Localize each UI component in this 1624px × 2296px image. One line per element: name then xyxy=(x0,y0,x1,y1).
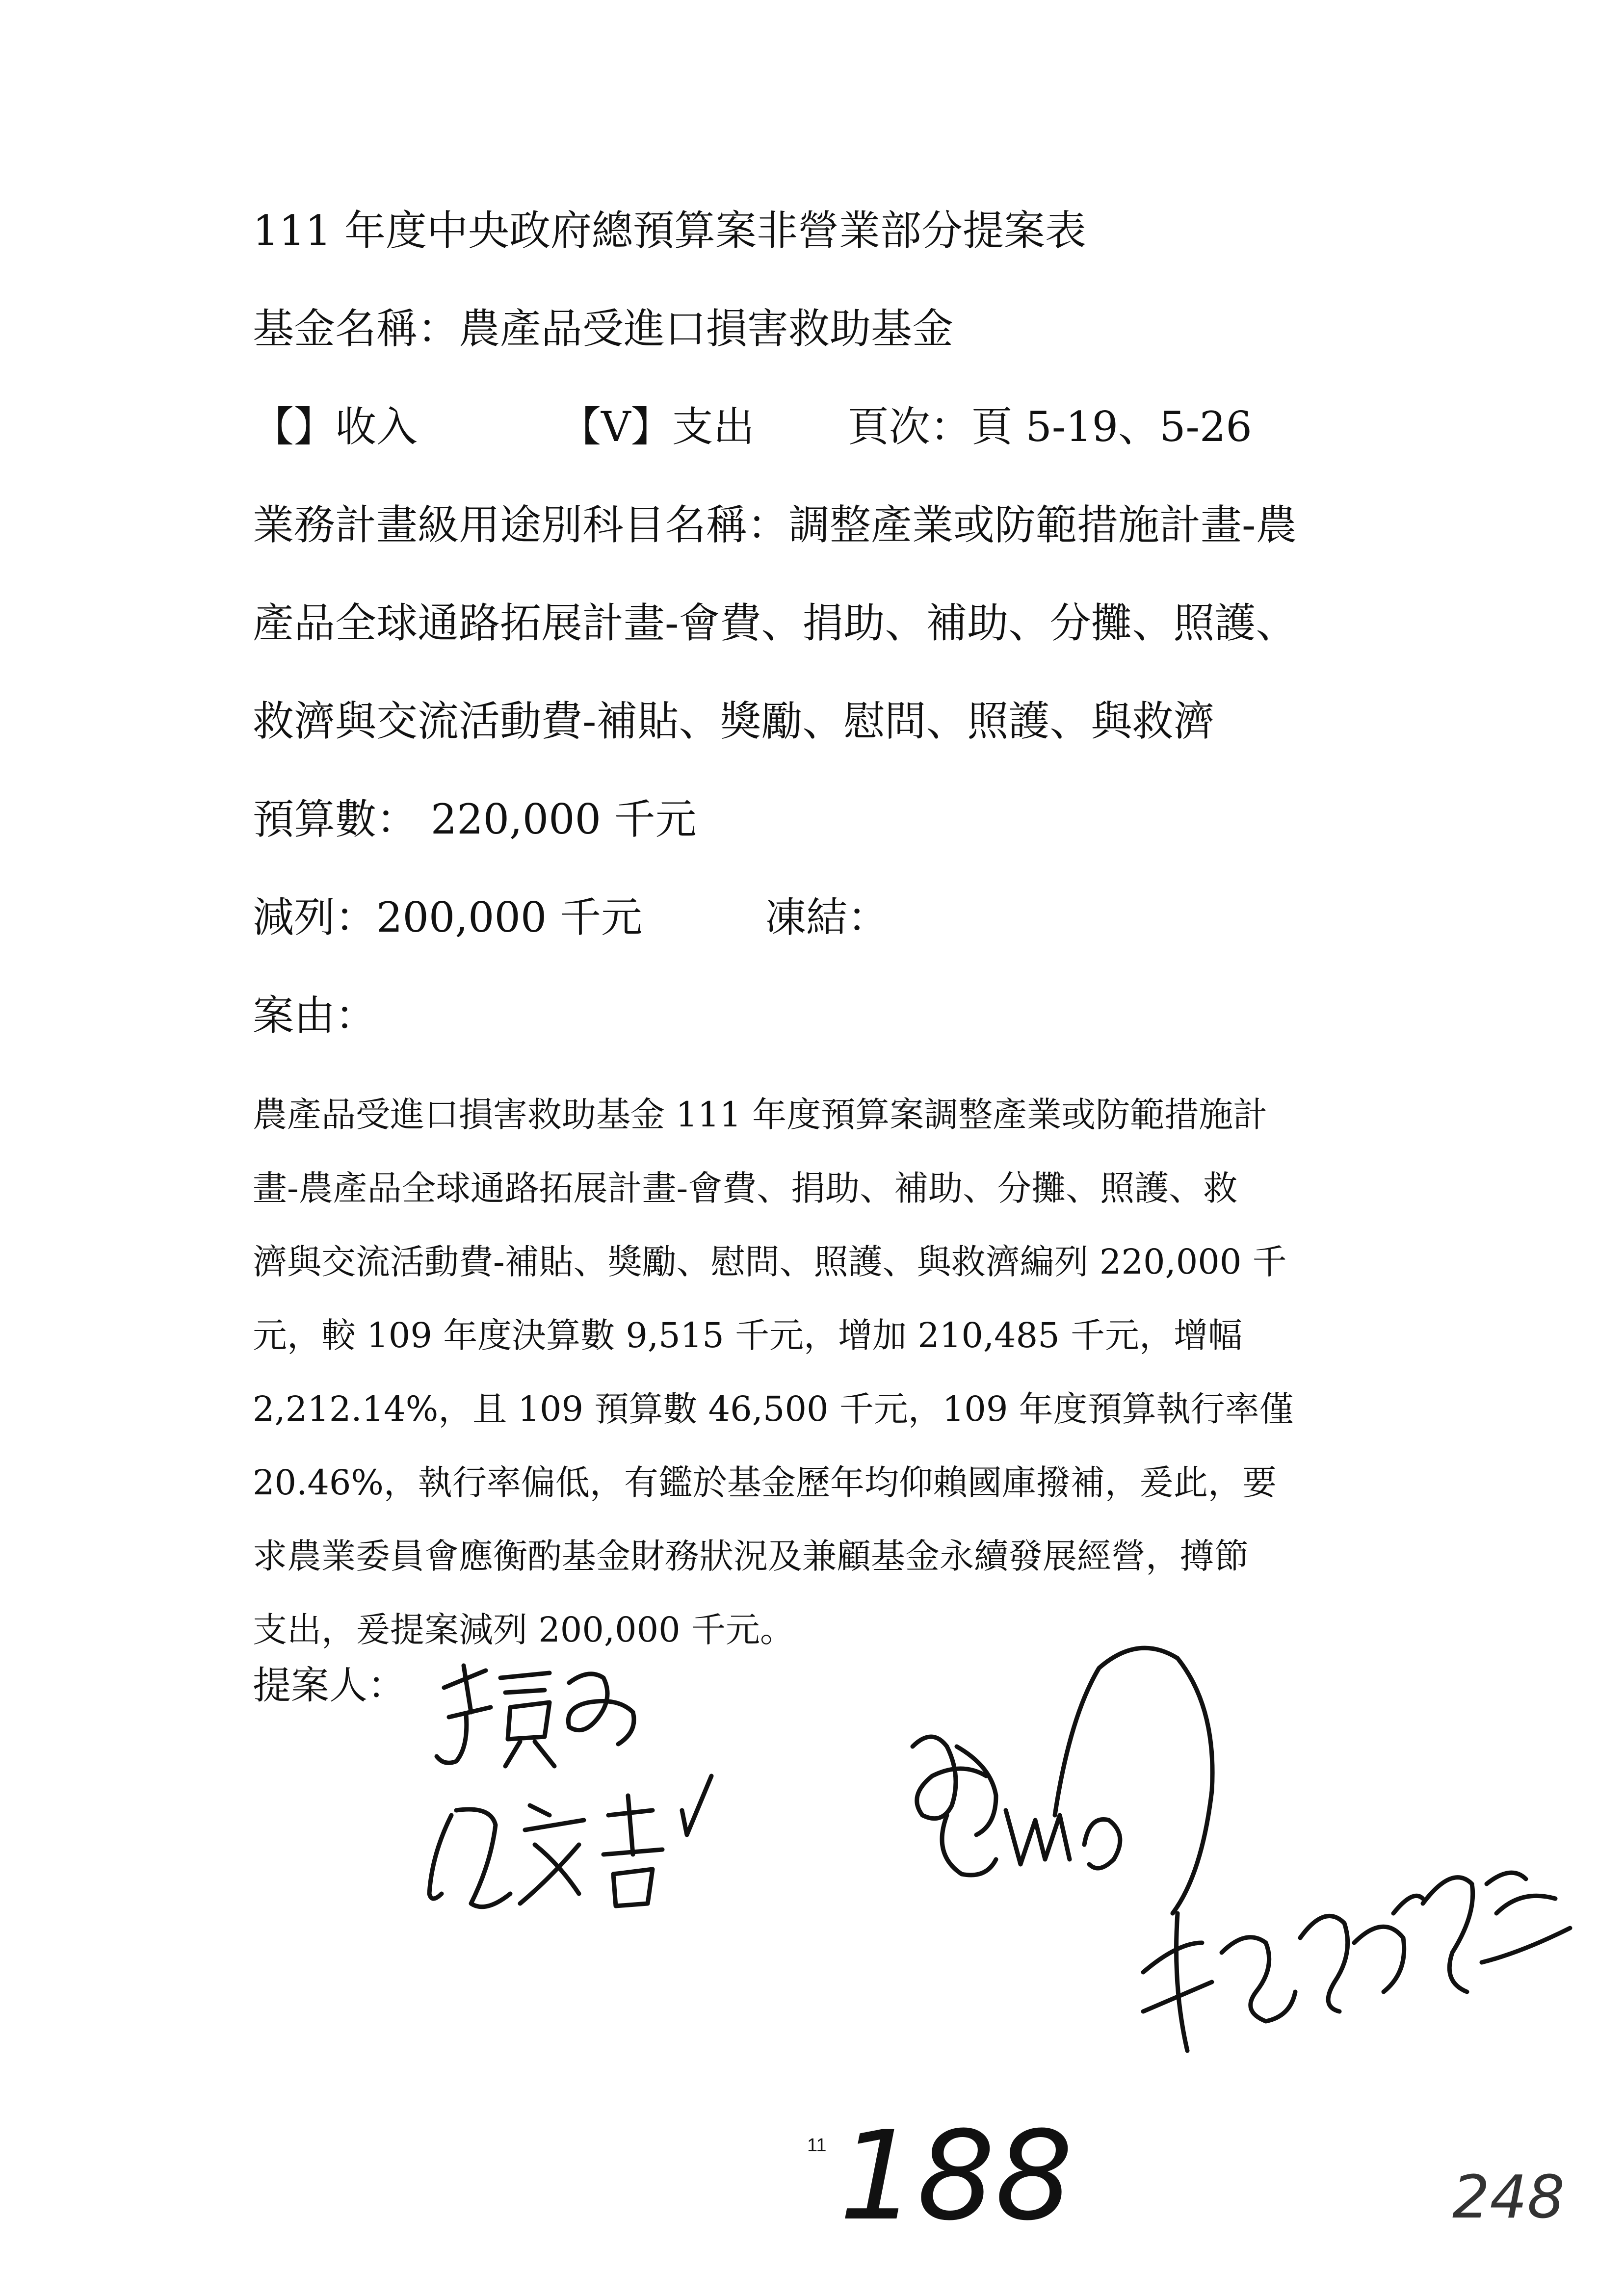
item-name-line: 業務計畫級用途別科目名稱：調整產業或防範措施計畫-農 xyxy=(253,501,1297,549)
expense-option: 【V】支出 xyxy=(560,403,755,451)
income-option: 【】收入 xyxy=(253,403,418,451)
item-name-line: 產品全球通路拓展計畫-會費、捐助、補助、分攤、照護、 xyxy=(253,599,1297,647)
item-name-line: 救濟與交流活動費-補貼、獎勵、慰問、照護、與救濟 xyxy=(253,697,1215,745)
reason-line: 求農業委員會應衡酌基金財務狀況及兼顧基金永續發展經營，撙節 xyxy=(253,1536,1249,1576)
budget-amount: 預算數： 220,000 千元 xyxy=(253,795,697,843)
proposer-label: 提案人： xyxy=(253,1664,406,1708)
signature-2 xyxy=(429,1776,711,1907)
signature-4 xyxy=(1143,1873,1570,2051)
reason-line: 2,212.14%，且 109 預算數 46,500 千元，109 年度預算執行率僅 xyxy=(253,1389,1294,1429)
handwritten-page-mark: 188 xyxy=(839,2105,1074,2247)
reason-label: 案由： xyxy=(253,991,377,1040)
reason-line: 畫-農產品全球通路拓展計畫-會費、捐助、補助、分攤、照護、救 xyxy=(253,1168,1238,1208)
page-reference: 頁次：頁 5-19、5-26 xyxy=(847,403,1252,451)
reason-line: 農產品受進口損害救助基金 111 年度預算案調整產業或防範措施計 xyxy=(253,1095,1268,1135)
reason-line: 20.46%，執行率偏低，有鑑於基金歷年均仰賴國庫撥補，爰此，要 xyxy=(253,1462,1277,1503)
reduction-amount: 減列：200,000 千元 xyxy=(253,893,643,941)
page-number: 11 xyxy=(807,2135,827,2156)
reason-line: 支出，爰提案減列 200,000 千元。 xyxy=(253,1610,794,1650)
reason-line: 濟與交流活動費-補貼、獎勵、慰問、照護、與救濟編列 220,000 千 xyxy=(253,1242,1287,1282)
reason-line: 元，較 109 年度決算數 9,515 千元，增加 210,485 千元，增幅 xyxy=(253,1315,1242,1356)
handwritten-corner-mark: 248 xyxy=(1452,2164,1565,2232)
signature-3 xyxy=(913,1648,1212,1913)
fund-name: 基金名稱：農產品受進口損害救助基金 xyxy=(253,305,954,353)
freeze-amount: 凍結： xyxy=(765,893,889,941)
signature-1 xyxy=(437,1666,634,1766)
document-title: 111 年度中央政府總預算案非營業部分提案表 xyxy=(253,207,1087,255)
